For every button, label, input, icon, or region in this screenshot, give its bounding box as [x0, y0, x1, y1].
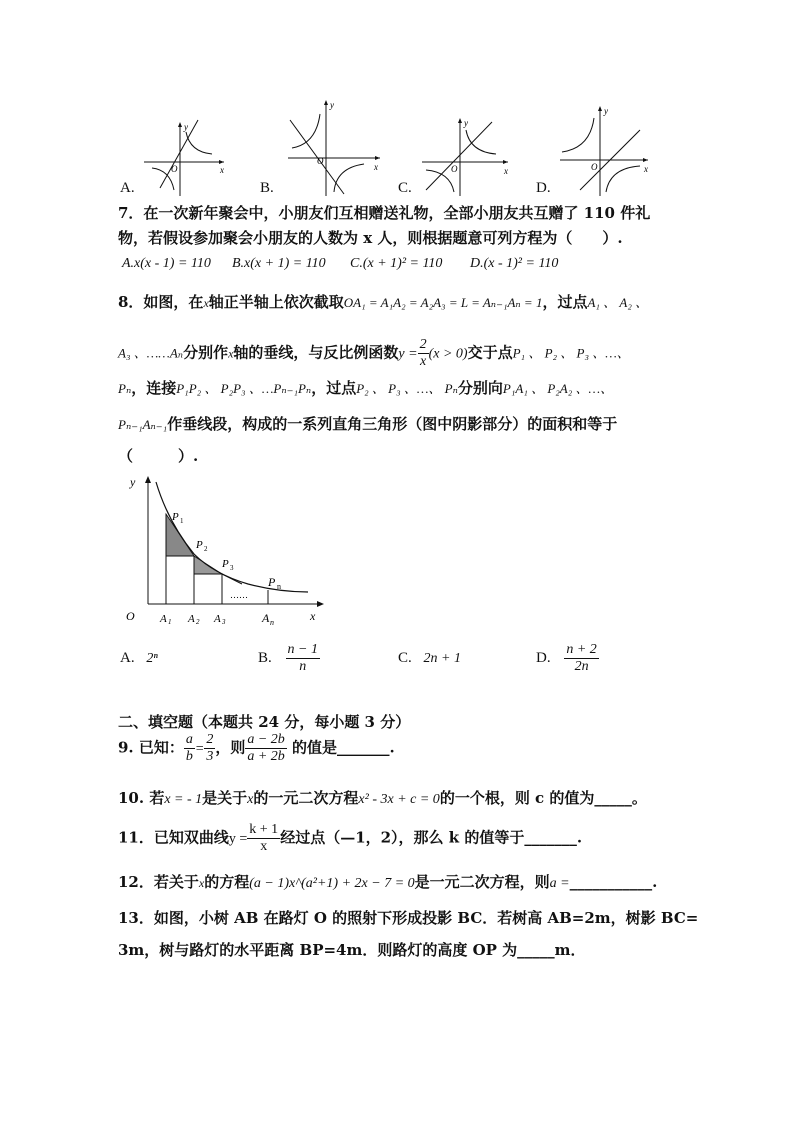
- q8-fig-a3: A: [214, 613, 221, 625]
- q8-fig-p2-sub: 2: [204, 545, 208, 553]
- q9-f3-den: a + 2b: [247, 749, 285, 764]
- graph-option-b-label: B.: [260, 180, 274, 196]
- q8-fig-a1: A: [160, 613, 167, 625]
- q8-option-d-den: 2n: [574, 659, 589, 674]
- q9-fraction-expr: [245, 732, 286, 765]
- q8-option-b: [258, 642, 320, 675]
- q7-line1: 7．在一次新年聚会中，小朋友们互相赠送礼物，全部小朋友共互赠了 110 件礼: [118, 204, 651, 222]
- q7-option-a: A.x(x - 1) = 110: [122, 256, 211, 271]
- q8-fig-a2-sub: 2: [196, 618, 200, 626]
- q8-line2-text-a: A₃ 、……: [118, 345, 170, 361]
- graph-d-origin-label: O: [591, 162, 598, 172]
- q8-fig-a3-sub: 3: [222, 618, 226, 626]
- q9-f2-num: 2: [206, 732, 214, 747]
- graph-b-origin-label: O: [317, 156, 324, 166]
- q7-line2: 物，若假设参加聚会小朋友的人数为 x 人，则根据题意可列方程为（ ）.: [118, 229, 623, 247]
- q9-fraction-ab: [184, 732, 195, 765]
- graph-option-a-figure: [140, 118, 230, 198]
- q9-text-a: 9. 已知：: [118, 738, 184, 757]
- q8-fig-x-label: x: [310, 609, 316, 623]
- q8-line2-text-c: 轴的垂线，与反比例函数: [233, 343, 399, 362]
- graph-c-y-label: y: [464, 118, 468, 128]
- q8-function-fraction: [418, 337, 429, 370]
- q8-function-numerator: 2: [419, 337, 427, 352]
- graph-option-d-figure: [556, 104, 652, 198]
- q8-fig-an: A: [262, 611, 270, 625]
- q8-fig-a2: A: [188, 613, 195, 625]
- q12-math-x: x: [198, 876, 205, 890]
- q8-option-b-fraction: [286, 642, 320, 675]
- q8-line2-an: Aₙ: [169, 345, 184, 361]
- q8-fig-y-label: y: [130, 475, 136, 489]
- q12-answer-blank: ___________.: [569, 873, 658, 891]
- q8-function-lhs: y =: [398, 346, 418, 362]
- graph-option-d-label: D.: [536, 180, 551, 196]
- q11-num: k + 1: [249, 822, 279, 837]
- q12-math-equation: (a − 1)x^(a²+1) + 2x − 7 = 0: [249, 876, 415, 891]
- q8-line1-text-b: 轴正半轴上依次截取: [208, 293, 344, 311]
- q8-line3-pn: Pₙ: [118, 381, 132, 396]
- q9-f3-num: a − 2b: [247, 732, 285, 747]
- q8-line3-points: P₂ 、 P₃ 、…、 Pₙ: [356, 381, 458, 396]
- q9-text-b: ，则: [215, 738, 246, 757]
- q11-fraction: [247, 822, 280, 855]
- q8-line3-text-b: ，过点: [311, 379, 357, 397]
- q9-f1-num: a: [185, 732, 193, 747]
- q8-fig-p3: P: [222, 558, 229, 570]
- q11-den: x: [260, 839, 268, 854]
- q8-fig-pn: P: [268, 575, 276, 589]
- q8-fig-p1: P: [172, 511, 179, 523]
- q8-option-d-num: n + 2: [566, 642, 597, 657]
- q8-line2-text-d: 交于点: [467, 343, 513, 362]
- q8-fig-p1-sub: 1: [180, 517, 184, 525]
- graph-option-b-figure: [280, 98, 384, 198]
- q8-fig-p3-sub: 3: [230, 564, 234, 572]
- q8-fig-pn-sub: n: [277, 582, 281, 591]
- q8-option-d-letter: D.: [536, 649, 551, 666]
- q8-line3-perpendiculars: P₁A₁ 、 P₂A₂ 、…、: [502, 381, 614, 396]
- q8-line2-text-b: 分别作: [183, 343, 229, 362]
- graph-c-origin-label: O: [451, 164, 458, 174]
- q9-text-c: 的值是_______.: [286, 738, 395, 757]
- q9-line: [118, 732, 395, 765]
- graph-option-a-label: A.: [120, 180, 135, 196]
- q8-line2-x: x: [228, 346, 234, 361]
- q8-option-a-value: 2ⁿ: [146, 651, 158, 666]
- q8-function-condition: (x > 0): [428, 346, 468, 362]
- q9-fraction-23: [204, 732, 215, 765]
- q8-figure: [118, 470, 338, 630]
- q8-option-c-value: 2n + 1: [423, 651, 461, 666]
- q8-line3: [118, 378, 613, 399]
- q10-text-c: 的一元二次方程: [253, 789, 359, 807]
- graph-option-c-label: C.: [398, 180, 412, 196]
- q10-math-1: x = - 1: [164, 792, 203, 807]
- graph-a-y-label: y: [184, 122, 188, 132]
- q9-f2-den: 3: [206, 749, 214, 764]
- q10-line: [118, 788, 647, 810]
- q13-line2: 3m，树与路灯的水平距离 BP=4m．则路灯的高度 OP 为_____m．: [118, 941, 586, 959]
- q8-option-b-den: n: [299, 659, 307, 674]
- q12-math-a: a =: [549, 876, 570, 891]
- graph-option-c-figure: [418, 116, 514, 198]
- q11-lhs: y =: [228, 831, 248, 847]
- q12-text-c: 是一元二次方程，则: [414, 873, 550, 891]
- q8-option-a: [120, 650, 158, 667]
- q9-f1-den: b: [185, 749, 193, 764]
- section-2-heading: 二、填空题（本题共 24 分，每小题 3 分）: [118, 713, 411, 731]
- q10-math-2: x: [247, 792, 254, 807]
- q8-option-b-letter: B.: [258, 649, 272, 666]
- graph-a-origin-label: O: [171, 164, 178, 174]
- q10-text-a: 10. 若: [118, 789, 165, 807]
- q8-option-b-num: n − 1: [287, 642, 318, 657]
- q10-math-3: x² - 3x + c = 0: [358, 792, 440, 807]
- q8-option-c: [398, 650, 461, 667]
- q8-line4-segment: Pₙ₋₁Aₙ₋₁: [118, 417, 168, 432]
- q7-option-d: D.(x - 1)² = 110: [470, 256, 559, 271]
- q8-fig-p2: P: [196, 539, 203, 551]
- q8-fig-origin-label: O: [126, 609, 135, 623]
- q7-option-b: B.x(x + 1) = 110: [232, 256, 326, 271]
- q8-option-d-fraction: [564, 642, 598, 675]
- q8-option-c-letter: C.: [398, 650, 412, 666]
- q8-line4-text: 作垂线段，构成的一系列直角三角形（图中阴影部分）的面积和等于: [167, 415, 618, 433]
- graph-c-x-label: x: [504, 166, 508, 176]
- q8-fig-a1-sub: 1: [168, 618, 172, 626]
- q12-line: [118, 872, 657, 894]
- q8-line1: [118, 292, 648, 313]
- q12-text-a: 12．若关于: [118, 873, 199, 891]
- graph-b-x-label: x: [374, 162, 378, 172]
- q13-line1: 13．如图，小树 AB 在路灯 O 的照射下形成投影 BC．若树高 AB=2m，树影 BC=: [118, 909, 699, 927]
- q8-option-a-letter: A.: [120, 650, 135, 666]
- q8-line5: （ ）.: [118, 447, 199, 465]
- q8-line1-x: x: [203, 296, 209, 310]
- q8-line1-text-a: 8．如图，在: [118, 293, 204, 311]
- q10-text-d: 的一个根，则 c 的值为_____。: [439, 789, 647, 807]
- q11-text-b: 经过点（—1，2），那么 k 的值等于_______.: [280, 828, 583, 847]
- q8-line1-equation: OA₁ = A₁A₂ = A₂A₃ = L = Aₙ₋₁Aₙ = 1: [343, 295, 543, 310]
- q8-line1-text-c: ，过点: [542, 293, 588, 311]
- q7-option-c: C.(x + 1)² = 110: [350, 256, 443, 271]
- q8-line3-text-c: 分别向: [457, 379, 503, 397]
- graph-d-y-label: y: [604, 106, 608, 116]
- q10-text-b: 是关于: [202, 789, 248, 807]
- q8-line2: [118, 337, 630, 370]
- q8-line2-points: P₁ 、 P₂ 、 P₃ 、…、: [512, 345, 630, 361]
- q8-line4: [118, 414, 617, 435]
- q9-equals: =: [194, 741, 205, 757]
- q8-fig-ellipsis: ……: [230, 590, 248, 600]
- q8-option-d: [536, 642, 599, 675]
- q12-text-b: 的方程: [204, 873, 250, 891]
- q8-function-denominator: x: [419, 354, 427, 369]
- q11-text-a: 11．已知双曲线: [118, 828, 229, 847]
- graph-d-x-label: x: [644, 164, 648, 174]
- q11-line: [118, 822, 582, 855]
- graph-a-x-label: x: [220, 165, 224, 175]
- q8-fig-an-sub: n: [270, 618, 274, 627]
- q8-line1-points: A₁ 、 A₂ 、: [587, 295, 649, 310]
- q8-line3-text-a: ，连接: [131, 379, 177, 397]
- q8-line3-segments: P₁P₂ 、 P₂P₃ 、…Pₙ₋₁Pₙ: [176, 381, 312, 396]
- graph-b-y-label: y: [330, 100, 334, 110]
